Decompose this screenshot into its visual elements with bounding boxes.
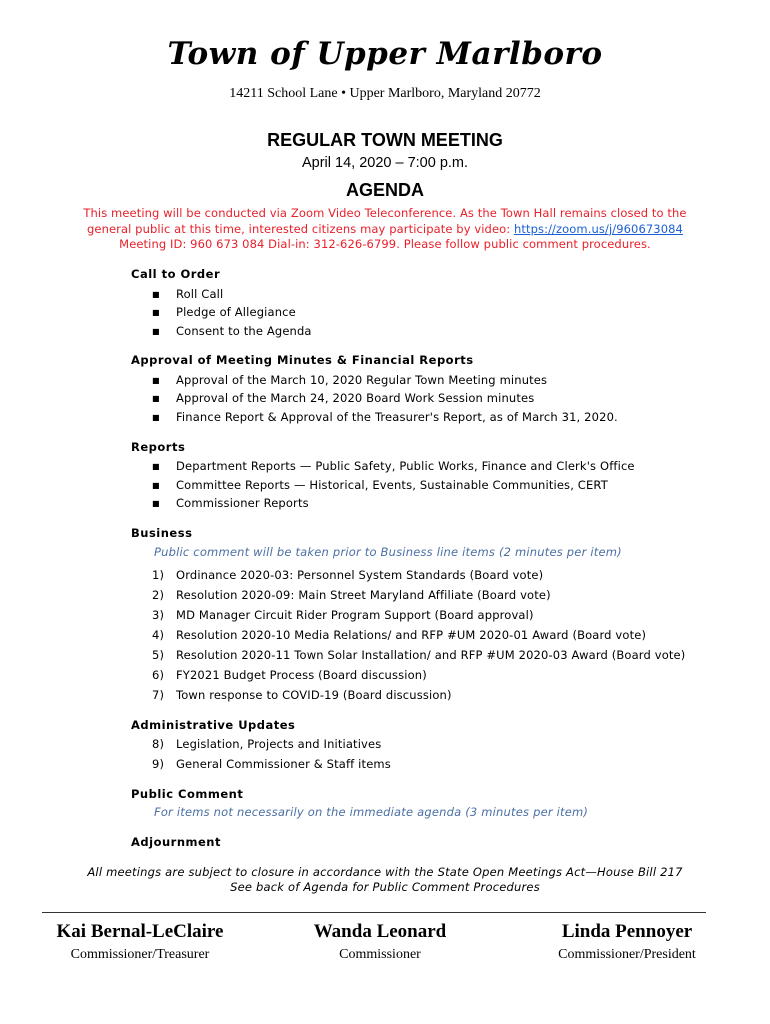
- item-number: 5): [152, 648, 165, 662]
- signatory-role: Commissioner/Treasurer: [70, 947, 210, 962]
- section-heading-reports: Reports: [131, 440, 186, 454]
- list-item: [152, 287, 223, 301]
- section-heading-public-comment: Public Comment: [131, 787, 244, 801]
- list-item: [152, 608, 534, 622]
- bullet-icon: ■: [152, 327, 160, 336]
- signatory-role: Commissioner: [339, 947, 421, 962]
- item-text: MD Manager Circuit Rider Program Support (Board approval): [176, 608, 534, 622]
- item-text: Ordinance 2020-03: Personnel System Standards (Board vote): [176, 568, 544, 582]
- item-text: Department Reports — Public Safety, Public Works, Finance and Clerk's Office: [176, 459, 635, 473]
- signatory-role: Commissioner/President: [558, 947, 696, 962]
- bullet-icon: ■: [152, 481, 160, 490]
- notice-line-2: [0, 222, 770, 238]
- zoom-notice: [0, 206, 770, 253]
- list-item: [152, 478, 608, 492]
- list-item: [152, 410, 618, 424]
- bullet-icon: ■: [152, 462, 160, 471]
- item-text: Resolution 2020-09: Main Street Maryland Affiliate (Board vote): [176, 588, 551, 602]
- public-comment-note: For items not necessarily on the immediate agenda (3 minutes per item): [154, 805, 589, 819]
- signatory-name: Linda Pennoyer: [561, 921, 693, 942]
- signatory-block: [285, 921, 475, 963]
- list-item: [152, 588, 551, 602]
- section-heading-business: Business: [131, 526, 193, 540]
- footer-note: [0, 865, 770, 895]
- section-heading-approval: Approval of Meeting Minutes & Financial Reports: [131, 353, 474, 367]
- town-title: Town of Upper Marlboro: [167, 36, 603, 72]
- item-text: General Commissioner & Staff items: [176, 757, 391, 771]
- list-item: [152, 496, 309, 510]
- bullet-icon: ■: [152, 413, 160, 422]
- business-note: Public comment will be taken prior to Business line items (2 minutes per item): [154, 545, 622, 559]
- item-text: Roll Call: [176, 287, 224, 301]
- bullet-icon: ■: [152, 394, 160, 403]
- list-item: [152, 373, 547, 387]
- item-text: Town response to COVID-19 (Board discussion): [176, 688, 452, 702]
- signatory-block: [40, 921, 240, 963]
- footer-divider: [42, 912, 706, 913]
- section-heading-adjournment: Adjournment: [131, 835, 221, 849]
- signatory-block: [522, 921, 732, 963]
- item-number: 1): [152, 568, 165, 582]
- list-item: [152, 648, 685, 662]
- agenda-heading: AGENDA: [345, 180, 424, 200]
- item-text: Approval of the March 24, 2020 Board Work Session minutes: [176, 391, 535, 405]
- zoom-link[interactable]: https://zoom.us/j/960673084: [514, 221, 683, 236]
- item-text: FY2021 Budget Process (Board discussion): [176, 668, 427, 682]
- list-item: [152, 459, 635, 473]
- footer-line-2: See back of Agenda for Public Comment Procedures: [230, 880, 540, 894]
- list-item: [152, 391, 534, 405]
- list-item: [152, 757, 391, 771]
- list-item: [152, 324, 312, 338]
- item-number: 7): [152, 688, 165, 702]
- signatory-name: Wanda Leonard: [313, 921, 447, 942]
- notice-line-3: Meeting ID: 960 673 084 Dial-in: 312-626-6799. Please follow public comment procedures.: [119, 237, 651, 251]
- item-number: 4): [152, 628, 165, 642]
- item-text: Finance Report & Approval of the Treasurer's Report, as of March 31, 2020.: [176, 410, 618, 424]
- signatory-name: Kai Bernal-LeClaire: [56, 921, 224, 942]
- bullet-icon: ■: [152, 499, 160, 508]
- list-item: [152, 688, 452, 702]
- item-text: Resolution 2020-11 Town Solar Installation/ and RFP #UM 2020-03 Award (Board vote): [176, 648, 686, 662]
- item-number: 3): [152, 608, 165, 622]
- footer-line-1: All meetings are subject to closure in accordance with the State Open Meetings Act—House Bill 217: [87, 865, 683, 879]
- item-number: 2): [152, 588, 165, 602]
- town-address: 14211 School Lane • Upper Marlboro, Maryland 20772: [229, 86, 541, 101]
- bullet-icon: ■: [152, 308, 160, 317]
- item-text: Approval of the March 10, 2020 Regular Town Meeting minutes: [176, 373, 548, 387]
- item-text: Commissioner Reports: [176, 496, 309, 510]
- section-heading-admin: Administrative Updates: [131, 718, 296, 732]
- item-text: Resolution 2020-10 Media Relations/ and RFP #UM 2020-01 Award (Board vote): [176, 628, 647, 642]
- notice-line-1: This meeting will be conducted via Zoom Video Teleconference. As the Town Hall remains closed to the: [83, 206, 687, 220]
- list-item: [152, 737, 381, 751]
- notice-line-2-text: general public at this time, interested citizens may participate by video:: [87, 221, 514, 236]
- item-number: 6): [152, 668, 165, 682]
- bullet-icon: ■: [152, 376, 160, 385]
- bullet-icon: ■: [152, 290, 160, 299]
- item-number: 9): [152, 757, 165, 771]
- list-item: [152, 628, 646, 642]
- item-text: Committee Reports — Historical, Events, Sustainable Communities, CERT: [176, 478, 608, 492]
- item-number: 8): [152, 737, 165, 751]
- item-text: Consent to the Agenda: [176, 324, 312, 338]
- list-item: [152, 668, 427, 682]
- list-item: [152, 568, 543, 582]
- item-text: Legislation, Projects and Initiatives: [176, 737, 382, 751]
- meeting-title: REGULAR TOWN MEETING: [267, 130, 503, 150]
- list-item: [152, 305, 296, 319]
- section-heading-call-to-order: Call to Order: [131, 267, 221, 281]
- meeting-date: April 14, 2020 – 7:00 p.m.: [301, 155, 469, 171]
- item-text: Pledge of Allegiance: [176, 305, 296, 319]
